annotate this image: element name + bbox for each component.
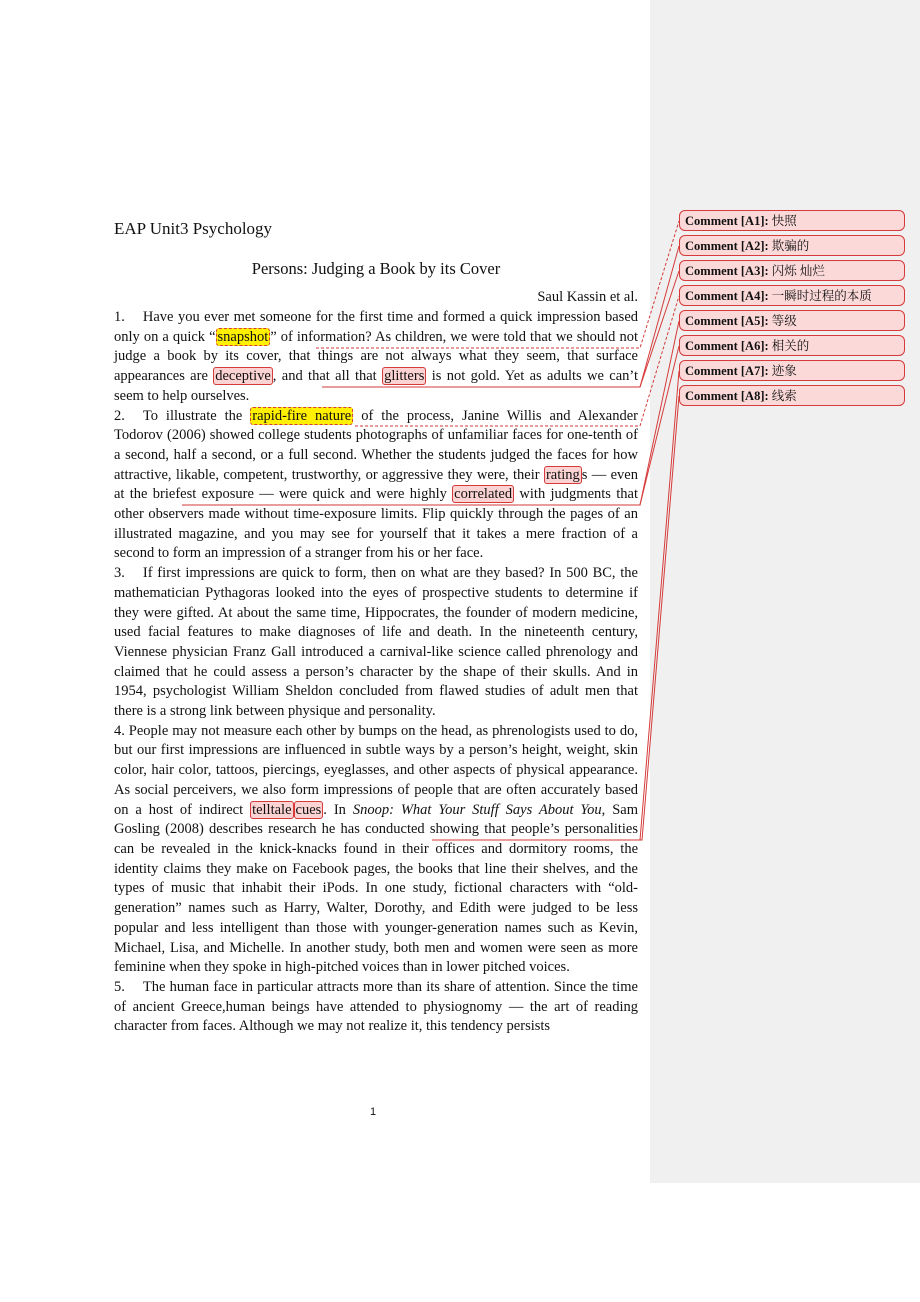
paragraph-number: 2. xyxy=(114,407,125,424)
article-title: Persons: Judging a Book by its Cover xyxy=(251,259,501,278)
comments-pane xyxy=(650,0,920,1183)
comment-a7[interactable]: Comment [A7]: 迹象 xyxy=(679,360,905,381)
paragraph-1: 1. Have you ever met someone for the first time and formed a quick impression based only on a quick “ snapshot ” of information? As children, we were told that we should not judge a book by its cover, that things are not always what they seem, that surface appearances are deceptive , and that all that glitters is not gold. Yet as adults we can’t seem to help ourselves. xyxy=(114,309,638,404)
comment-a4[interactable]: Comment [A4]: 一瞬时过程的本质 xyxy=(679,285,905,306)
paragraph-number: 1. xyxy=(114,309,125,325)
comment-anchor-a8[interactable]: cues xyxy=(295,801,322,818)
comment-anchor-a5[interactable]: rating xyxy=(545,466,580,483)
comment-a1[interactable]: Comment [A1]: 快照 xyxy=(679,210,905,231)
comment-anchor-a4[interactable]: rapid-fire nature xyxy=(252,407,352,424)
paragraph-2: 2. To illustrate the rapid-fire nature of the process, Janine Willis and Alexander Todorov (2006) showed college students photographs of unfamiliar faces for one-tenth of a second, half a second, or a full second. Whether the students judged the faces for how attractive, likable, competent, trustworthy, or aggressive they were, their rating s — even at the briefest exposure — were quick and were highly correlated with judgments that other observers made without time-exposure limits. Flip quickly through the pages of an illustrated magazine, and you may see for yourself that it takes a mere fraction of a second to form an impression of a stranger from his or her face. xyxy=(114,407,638,562)
comment-a5[interactable]: Comment [A5]: 等级 xyxy=(679,310,905,331)
paragraph-4: 4. People may not measure each other by bumps on the head, as phrenologists used to do, but our first impressions are influenced in subtle ways by a person’s height, weight, skin color, hair color, tattoos, piercings, eyeglasses, and other aspects of physical appearance. As social perceivers, we also form impressions of people that are often accurately based on a host of indirect telltale cues . In Snoop: What Your Stuff Says About You, Sam Gosling (2008) describes research he has conducted showing that people’s personalities can be revealed in the knick-knacks found in their offices and dormitory rooms, the identity claims they make on Facebook pages, the books that line their shelves, and the types of music that inhabit their iPods. In one study, fictional characters with “old-generation” names such as Harry, Walter, Dorothy, and Edith were judged to be less popular and less intelligent than those with younger-generation names such as Kevin, Michael, Lisa, and Michelle. In another study, both men and women were seen as more feminine when they spoke in high-pitched voices than in lower pitched voices. xyxy=(114,722,638,976)
unit-title: EAP Unit3 Psychology xyxy=(114,219,273,238)
author-line: Saul Kassin et al. xyxy=(537,289,638,305)
comment-anchor-a7[interactable]: telltale xyxy=(252,801,292,818)
paragraph-number: 4. xyxy=(114,722,125,739)
page-number: 1 xyxy=(370,1106,377,1118)
comment-a3[interactable]: Comment [A3]: 闪烁 灿烂 xyxy=(679,260,905,281)
comment-a6[interactable]: Comment [A6]: 相关的 xyxy=(679,335,905,356)
comment-anchor-a6[interactable]: correlated xyxy=(454,486,513,503)
article-body xyxy=(114,308,638,1037)
comment-anchor-a1[interactable]: snapshot xyxy=(217,328,269,345)
comment-a2[interactable]: Comment [A2]: 欺骗的 xyxy=(679,235,905,256)
paragraph-3: 3. If first impressions are quick to form, then on what are they based? In 500 BC, the mathematician Pythagoras looked into the eyes of prospective students to determine if they were gifted. At about the same time, Hippocrates, the founder of modern medicine, used facial features to make diagnoses of life and death. In the nineteenth century, Viennese physician Franz Gall introduced a carnival-like science called phrenology and claimed that he could assess a person’s character by the shape of their skulls. And in 1954, psychologist William Sheldon concluded from flawed studies of adult men that there is a strong link between physique and personality. xyxy=(114,565,638,720)
paragraph-number: 3. xyxy=(114,565,125,582)
comment-a8[interactable]: Comment [A8]: 线索 xyxy=(679,385,905,406)
comment-anchor-a2[interactable]: deceptive xyxy=(215,368,271,385)
paragraph-number: 5. xyxy=(114,978,125,995)
paragraph-5: 5. The human face in particular attracts more than its share of attention. Since the time of ancient Greece,human beings have attended to physiognomy — the art of reading character from faces. Although we may not realize it, this tendency persists xyxy=(114,978,638,1035)
comment-anchor-a3[interactable]: glitters xyxy=(384,368,425,385)
book-title: Snoop: What Your Stuff Says About You xyxy=(352,801,602,818)
